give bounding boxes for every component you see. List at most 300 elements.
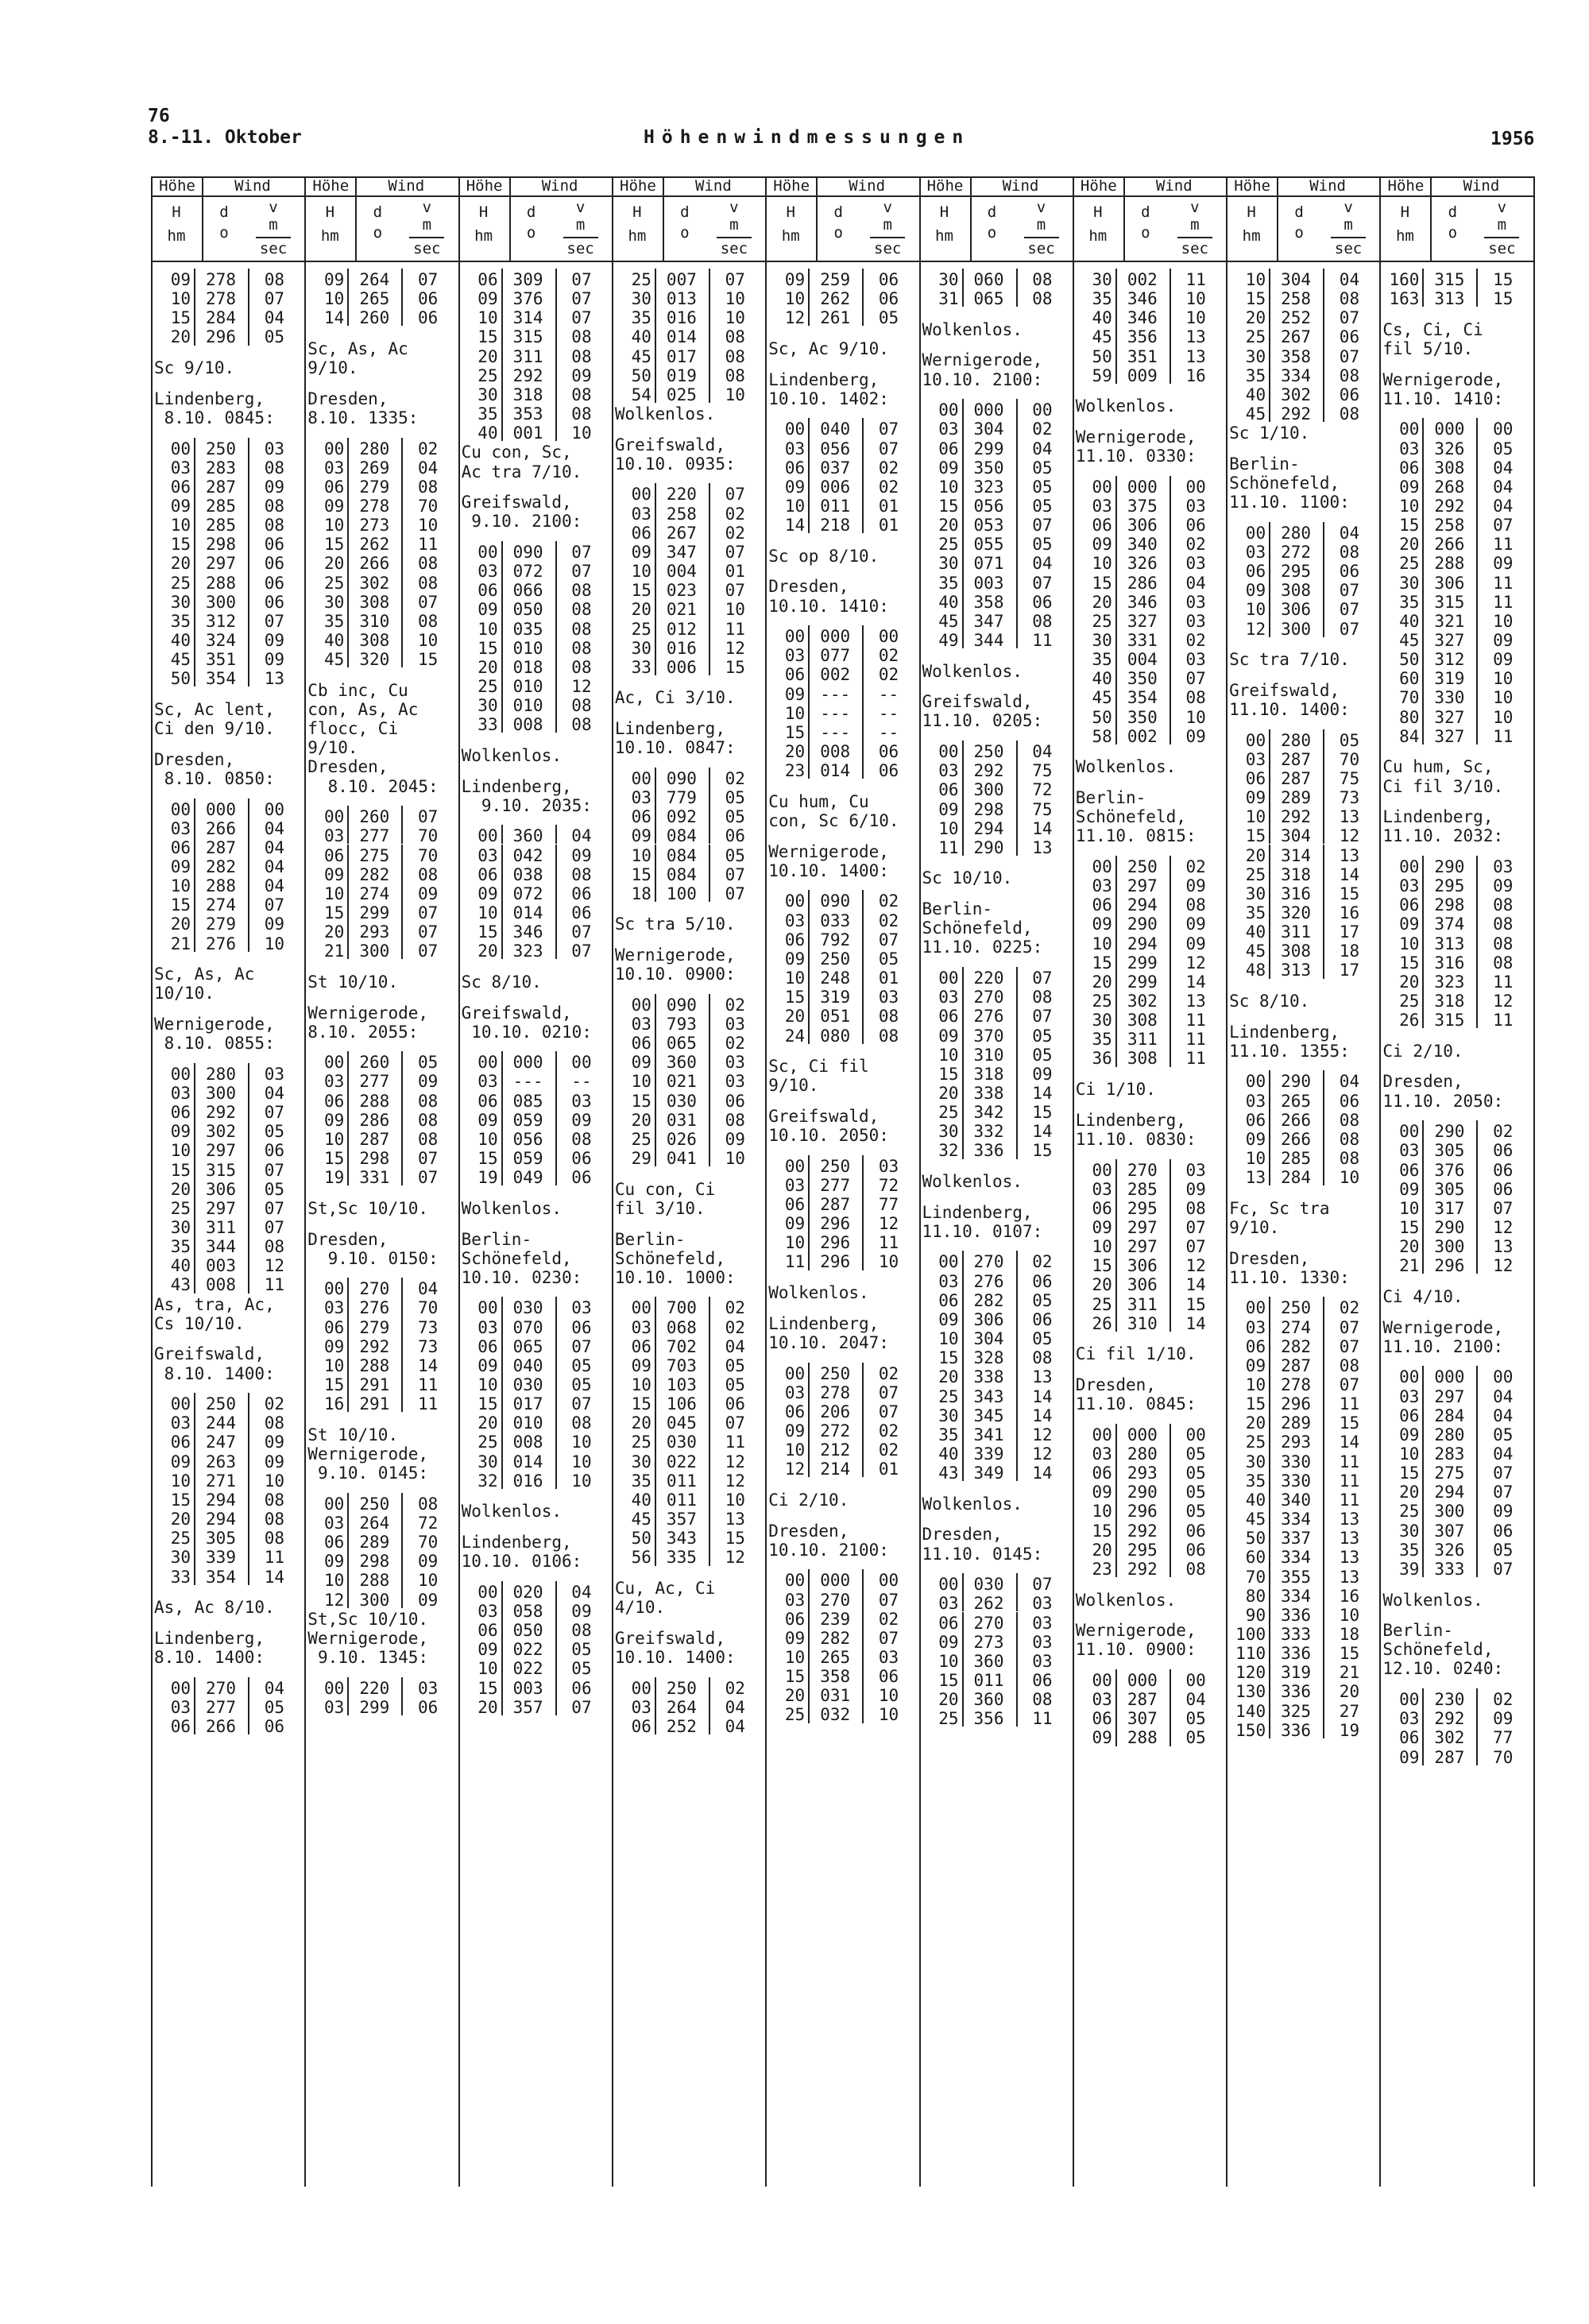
speed-value: 08 xyxy=(418,1091,439,1111)
height-value: 06 xyxy=(1399,458,1420,478)
speed-value: 07 xyxy=(1185,1218,1206,1237)
direction-value: 270 xyxy=(359,1279,390,1299)
speed-value: 10 xyxy=(571,423,592,443)
direction-value: 010 xyxy=(512,1413,543,1433)
station-note: 10/10. xyxy=(154,984,215,1003)
direction-value: 349 xyxy=(973,1464,1004,1483)
height-value: 09 xyxy=(938,1632,959,1652)
direction-value: 287 xyxy=(1434,1747,1465,1767)
height-value: 45 xyxy=(1399,631,1420,651)
direction-value: 060 xyxy=(973,270,1004,289)
speed-value: 72 xyxy=(878,1175,899,1195)
height-value: 10 xyxy=(631,562,651,582)
height-header: Höhe xyxy=(620,177,656,195)
speed-value: 07 xyxy=(878,420,899,439)
station-note: 9.10. 1345: xyxy=(307,1647,429,1667)
height-value: 40 xyxy=(631,327,651,347)
height-value: 10 xyxy=(1399,496,1420,516)
speed-value: 02 xyxy=(1032,420,1053,439)
speed-value: 70 xyxy=(418,845,439,865)
speed-value: 04 xyxy=(1493,1406,1514,1425)
station-note: 10.10. 2050: xyxy=(768,1126,889,1146)
speed-value: 11 xyxy=(1493,592,1514,612)
height-value: 09 xyxy=(784,1421,806,1440)
height-value: 60 xyxy=(1399,669,1420,689)
height-value: 150 xyxy=(1235,1720,1266,1740)
direction-value: 008 xyxy=(206,1275,236,1295)
direction-value: 308 xyxy=(359,631,390,651)
speed-value: 02 xyxy=(878,1363,899,1383)
v-label: v xyxy=(1036,199,1046,216)
height-value: 33 xyxy=(170,1567,191,1587)
direction-value: 295 xyxy=(1127,1198,1158,1218)
speed-value: 12 xyxy=(1493,1256,1514,1276)
height-value: 16 xyxy=(324,1394,345,1414)
station-note: Wolkenlos. xyxy=(1075,1590,1177,1610)
direction-value: 299 xyxy=(359,1697,390,1717)
direction-value: 285 xyxy=(206,516,236,536)
height-value: 30 xyxy=(1399,1521,1420,1541)
speed-value: 11 xyxy=(1339,1471,1360,1491)
height-value: 00 xyxy=(1399,857,1420,876)
speed-value: 11 xyxy=(264,1275,284,1295)
direction-value: 300 xyxy=(1434,1502,1465,1522)
speed-value: 04 xyxy=(1032,439,1053,458)
direction-value: 323 xyxy=(512,942,543,961)
station-note: 8.10. 0845: xyxy=(154,408,275,427)
h-label: H xyxy=(786,203,795,221)
height-value: 06 xyxy=(631,523,651,543)
speed-value: 02 xyxy=(1493,1122,1514,1142)
speed-value: 06 xyxy=(1185,1521,1206,1541)
direction-value: 276 xyxy=(973,1271,1004,1291)
direction-value: 090 xyxy=(666,768,697,788)
direction-value: 053 xyxy=(973,516,1004,536)
speed-value: 07 xyxy=(1032,1007,1053,1027)
direction-value: 297 xyxy=(206,1198,236,1218)
direction-value: 041 xyxy=(666,1149,697,1169)
speed-value: 14 xyxy=(1339,1433,1360,1452)
station-note: Sc 1/10. xyxy=(1229,423,1310,443)
speed-value: 13 xyxy=(1339,807,1360,827)
direction-value: 327 xyxy=(1127,611,1158,631)
height-value: 35 xyxy=(1245,1471,1266,1491)
direction-value: 294 xyxy=(1434,1483,1465,1502)
station-note: St,Sc 10/10. xyxy=(307,1609,429,1629)
speed-value: 11 xyxy=(1493,972,1514,992)
direction-value: 300 xyxy=(206,1083,236,1103)
direction-value: 308 xyxy=(1281,942,1312,961)
direction-value: 035 xyxy=(512,619,543,639)
direction-value: 031 xyxy=(666,1110,697,1130)
height-value: 30 xyxy=(1399,573,1420,593)
speed-value: 09 xyxy=(264,631,284,651)
speed-value: 03 xyxy=(571,1091,592,1111)
wind-header: Wind xyxy=(388,177,425,195)
height-value: 09 xyxy=(1092,535,1112,555)
speed-value: 02 xyxy=(1185,631,1206,651)
speed-value: 06 xyxy=(1339,562,1360,582)
speed-value: 02 xyxy=(264,1394,284,1414)
date-range: 8.-11. Oktober xyxy=(148,127,302,148)
height-value: 80 xyxy=(1245,1586,1266,1606)
d-label: d xyxy=(1448,203,1458,221)
hm-label: hm xyxy=(781,227,800,245)
height-value: 163 xyxy=(1389,289,1420,309)
speed-value: 06 xyxy=(878,270,899,289)
station-note: Lindenberg, xyxy=(154,1628,265,1648)
height-value: 06 xyxy=(324,845,345,865)
height-value: 20 xyxy=(631,600,651,620)
direction-value: 290 xyxy=(1434,1122,1465,1142)
sec-label: sec xyxy=(1181,240,1208,257)
station-note: 11.10. 0145: xyxy=(922,1544,1043,1564)
station-note: 11.10. 0815: xyxy=(1075,826,1197,846)
direction-value: 014 xyxy=(512,1452,543,1471)
direction-value: 358 xyxy=(820,1667,851,1687)
height-value: 29 xyxy=(631,1149,651,1169)
height-value: 00 xyxy=(1092,1425,1112,1444)
speed-value: 27 xyxy=(1339,1701,1360,1721)
speed-value: 10 xyxy=(725,600,745,620)
speed-value: 70 xyxy=(1493,1747,1514,1767)
station-note: 11.10. 0900: xyxy=(1075,1640,1197,1660)
height-value: 30 xyxy=(938,270,959,289)
v-label: v xyxy=(729,199,739,216)
header-bottom-rule xyxy=(151,261,1533,262)
direction-value: 277 xyxy=(359,1072,390,1092)
height-value: 25 xyxy=(477,676,498,696)
station-note: 11.10. 1410: xyxy=(1382,389,1504,408)
direction-value: 793 xyxy=(666,1015,697,1034)
height-value: 25 xyxy=(631,619,651,639)
height-value: 20 xyxy=(631,1413,651,1433)
height-value: 45 xyxy=(631,346,651,366)
station-note: 9/10. xyxy=(1229,1218,1280,1237)
direction-value: 252 xyxy=(666,1716,697,1736)
height-value: 03 xyxy=(1245,542,1266,562)
height-value: 03 xyxy=(784,439,806,458)
direction-value: 350 xyxy=(1127,669,1158,689)
height-value: 15 xyxy=(170,535,191,555)
m-label: m xyxy=(1036,216,1046,234)
speed-value: 11 xyxy=(725,1433,745,1452)
direction-value: 376 xyxy=(512,289,543,309)
direction-value: 311 xyxy=(1127,1030,1158,1050)
direction-value: 000 xyxy=(512,1053,543,1073)
speed-value: 07 xyxy=(1493,1559,1514,1579)
speed-value: 05 xyxy=(264,1179,284,1199)
direction-value: 334 xyxy=(1281,1548,1312,1568)
direction-value: 007 xyxy=(666,270,697,289)
height-value: 10 xyxy=(784,496,806,516)
speed-value: 11 xyxy=(1493,573,1514,593)
speed-value: 08 xyxy=(264,516,284,536)
height-value: 30 xyxy=(170,592,191,612)
direction-value: 324 xyxy=(206,631,236,651)
speed-value: 07 xyxy=(418,270,439,289)
direction-value: 308 xyxy=(1127,1011,1158,1031)
speed-value: 08 xyxy=(1493,934,1514,953)
direction-value: 357 xyxy=(512,1697,543,1717)
height-value: 09 xyxy=(631,1053,651,1073)
speed-value: 08 xyxy=(571,581,592,601)
height-value: 15 xyxy=(170,1490,191,1510)
speed-value: 03 xyxy=(1185,554,1206,574)
height-value: 10 xyxy=(938,1045,959,1065)
height-value: 00 xyxy=(477,1298,498,1318)
speed-value: 06 xyxy=(418,1697,439,1717)
speed-value: 10 xyxy=(571,1471,592,1491)
height-value: 10 xyxy=(170,1471,191,1491)
height-value: 20 xyxy=(1399,972,1420,992)
height-value: 19 xyxy=(477,1168,498,1188)
direction-value: 259 xyxy=(820,270,851,289)
speed-value: 08 xyxy=(571,1621,592,1641)
direction-value: 292 xyxy=(973,761,1004,781)
speed-value: 00 xyxy=(878,1571,899,1591)
height-value: 20 xyxy=(938,1083,959,1103)
speed-value: 70 xyxy=(418,826,439,846)
direction-value: 302 xyxy=(1281,385,1312,404)
speed-value: 05 xyxy=(1185,1483,1206,1502)
direction-value: 346 xyxy=(512,922,543,942)
station-note: Wolkenlos. xyxy=(922,1494,1023,1514)
direction-value: 267 xyxy=(666,523,697,543)
speed-value: 08 xyxy=(571,327,592,347)
height-value: 09 xyxy=(938,1026,959,1046)
speed-value: 19 xyxy=(1339,1720,1360,1740)
direction-value: 354 xyxy=(1127,688,1158,708)
height-value: 100 xyxy=(1235,1624,1266,1644)
height-value: 10 xyxy=(1092,934,1112,953)
height-value: 06 xyxy=(1245,1110,1266,1130)
speed-value: 07 xyxy=(878,439,899,458)
speed-value: 04 xyxy=(264,1678,284,1698)
height-value: 06 xyxy=(631,1716,651,1736)
height-value: 50 xyxy=(1399,650,1420,670)
station-note: Sc 9/10. xyxy=(154,358,235,378)
speed-value: 00 xyxy=(264,799,284,819)
direction-value: 340 xyxy=(1281,1490,1312,1510)
height-value: 45 xyxy=(1245,404,1266,424)
height-value: 110 xyxy=(1235,1644,1266,1664)
speed-value: 09 xyxy=(418,1552,439,1572)
d-label: d xyxy=(219,203,229,221)
direction-value: 308 xyxy=(1127,1049,1158,1069)
speed-value: 08 xyxy=(571,638,592,658)
speed-value: 06 xyxy=(878,742,899,762)
station-note: 10.10. 0900: xyxy=(614,965,736,984)
speed-value: 03 xyxy=(1185,592,1206,612)
direction-value: 250 xyxy=(359,1494,390,1514)
height-value: 03 xyxy=(324,826,345,846)
speed-value: 73 xyxy=(418,1336,439,1356)
station-note: Ci den 9/10. xyxy=(154,719,275,739)
direction-value: 019 xyxy=(666,365,697,385)
height-value: 40 xyxy=(631,1490,651,1510)
speed-value: 10 xyxy=(725,385,745,404)
speed-value: 09 xyxy=(264,650,284,670)
direction-value: 020 xyxy=(512,1582,543,1602)
direction-value: 016 xyxy=(666,638,697,658)
speed-value: 08 xyxy=(725,346,745,366)
station-note: Schönefeld, xyxy=(461,1248,572,1268)
station-note: 11.10. 1100: xyxy=(1229,493,1350,512)
direction-value: 220 xyxy=(666,485,697,505)
m-label: m xyxy=(269,216,278,234)
station-note: Wernigerode, xyxy=(614,945,736,965)
height-header: Höhe xyxy=(1234,177,1270,195)
direction-value: 280 xyxy=(1281,523,1312,543)
station-note: fil 3/10. xyxy=(614,1198,706,1218)
speed-value: 15 xyxy=(1339,1644,1360,1664)
height-value: 49 xyxy=(938,631,959,651)
station-note: Cu hum, Sc, xyxy=(1382,757,1494,777)
height-value: 09 xyxy=(170,1122,191,1142)
direction-value: 355 xyxy=(1281,1567,1312,1587)
h-label: H xyxy=(325,203,335,221)
station-note: Schönefeld, xyxy=(1382,1640,1494,1660)
direction-value: 296 xyxy=(206,327,236,347)
direction-value: 275 xyxy=(1434,1464,1465,1483)
direction-value: 090 xyxy=(666,995,697,1015)
height-value: 00 xyxy=(1399,420,1420,439)
height-value: 33 xyxy=(631,657,651,677)
speed-value: 02 xyxy=(725,1678,745,1698)
station-note: Greifswald, xyxy=(461,1003,572,1023)
height-value: 30 xyxy=(170,1548,191,1568)
speed-value: 04 xyxy=(1493,1386,1514,1406)
direction-value: 339 xyxy=(206,1548,236,1568)
station-note: Wernigerode, xyxy=(922,350,1043,370)
speed-value: 06 xyxy=(264,1141,284,1161)
speed-value: 08 xyxy=(264,270,284,289)
station-note: Wolkenlos. xyxy=(614,404,716,424)
direction-value: 056 xyxy=(820,439,851,458)
speed-value: 05 xyxy=(571,1355,592,1375)
height-value: 23 xyxy=(1092,1559,1112,1579)
speed-value: 08 xyxy=(1032,611,1053,631)
speed-value: 14 xyxy=(264,1567,284,1587)
direction-value: 292 xyxy=(359,1336,390,1356)
direction-value: 252 xyxy=(1281,308,1312,328)
speed-value: 05 xyxy=(725,788,745,808)
speed-value: 02 xyxy=(1493,1690,1514,1710)
direction-value: 299 xyxy=(973,439,1004,458)
station-note: Lindenberg, xyxy=(461,1533,572,1553)
height-value: 06 xyxy=(1092,1709,1112,1729)
height-value: 15 xyxy=(324,1375,345,1395)
wind-header: Wind xyxy=(234,177,271,195)
direction-value: 332 xyxy=(973,1122,1004,1142)
height-value: 10 xyxy=(324,516,345,536)
height-value: 15 xyxy=(1399,516,1420,536)
direction-value: 344 xyxy=(206,1237,236,1257)
speed-value: 07 xyxy=(878,1590,899,1610)
direction-value: 258 xyxy=(1281,289,1312,309)
height-value: 03 xyxy=(1399,439,1420,458)
height-value: 06 xyxy=(938,780,959,800)
speed-value: 06 xyxy=(1493,1141,1514,1161)
direction-value: 296 xyxy=(1434,1256,1465,1276)
height-value: 00 xyxy=(170,799,191,819)
height-value: 10 xyxy=(784,289,806,309)
speed-value: 11 xyxy=(1339,1452,1360,1471)
direction-value: 262 xyxy=(973,1594,1004,1614)
height-value: 00 xyxy=(938,400,959,420)
speed-value: 05 xyxy=(571,1375,592,1395)
height-value: 25 xyxy=(1245,1433,1266,1452)
station-note: 11.10. 0830: xyxy=(1075,1129,1197,1149)
speed-value: 16 xyxy=(1185,365,1206,385)
speed-value: 05 xyxy=(264,1697,284,1717)
direction-value: 294 xyxy=(206,1490,236,1510)
direction-value: 084 xyxy=(666,845,697,865)
height-value: 03 xyxy=(170,1697,191,1717)
height-value: 35 xyxy=(1092,1030,1112,1050)
height-value: 35 xyxy=(938,573,959,593)
direction-value: 049 xyxy=(512,1168,543,1188)
direction-value: 030 xyxy=(666,1433,697,1452)
direction-value: 065 xyxy=(512,1336,543,1356)
speed-value: 10 xyxy=(1339,1168,1360,1188)
direction-value: 370 xyxy=(973,1026,1004,1046)
height-value: 60 xyxy=(1245,1548,1266,1568)
speed-value: 07 xyxy=(571,922,592,942)
speed-value: 06 xyxy=(571,903,592,922)
direction-value: 289 xyxy=(1281,1413,1312,1433)
hm-label: hm xyxy=(320,227,339,245)
hm-label: hm xyxy=(935,227,953,245)
station-note: Wernigerode, xyxy=(1382,1317,1504,1337)
direction-value: 294 xyxy=(1127,895,1158,915)
direction-value: 266 xyxy=(1281,1110,1312,1130)
direction-value: 250 xyxy=(820,1156,851,1176)
deg-label: o xyxy=(833,224,843,242)
height-value: 00 xyxy=(631,768,651,788)
v-label: v xyxy=(269,199,278,216)
height-value: 06 xyxy=(1399,1406,1420,1425)
direction-value: 288 xyxy=(359,1355,390,1375)
direction-value: 316 xyxy=(1281,884,1312,903)
v-label: v xyxy=(1190,199,1200,216)
height-value: 09 xyxy=(784,270,806,289)
height-value: 10 xyxy=(1092,1502,1112,1522)
speed-value: 02 xyxy=(725,1034,745,1054)
direction-value: 319 xyxy=(1434,669,1465,689)
direction-value: 310 xyxy=(359,611,390,631)
direction-value: 059 xyxy=(512,1110,543,1130)
speed-value: 12 xyxy=(1493,992,1514,1011)
direction-value: 276 xyxy=(973,1007,1004,1027)
speed-value: 05 xyxy=(1493,439,1514,458)
speed-value: 06 xyxy=(1339,327,1360,347)
direction-value: 262 xyxy=(820,289,851,309)
speed-value: 08 xyxy=(571,1413,592,1433)
speed-value: 09 xyxy=(571,365,592,385)
wind-header: Wind xyxy=(1002,177,1039,195)
speed-value: 07 xyxy=(418,1149,439,1169)
station-note: 11.10. 2032: xyxy=(1382,826,1504,846)
speed-value: 06 xyxy=(1032,1271,1053,1291)
speed-value: 08 xyxy=(418,611,439,631)
height-value: 40 xyxy=(170,1256,191,1276)
direction-value: 286 xyxy=(1127,573,1158,593)
speed-value: 10 xyxy=(1493,688,1514,708)
direction-value: 298 xyxy=(973,799,1004,819)
direction-value: 270 xyxy=(1127,1160,1158,1180)
